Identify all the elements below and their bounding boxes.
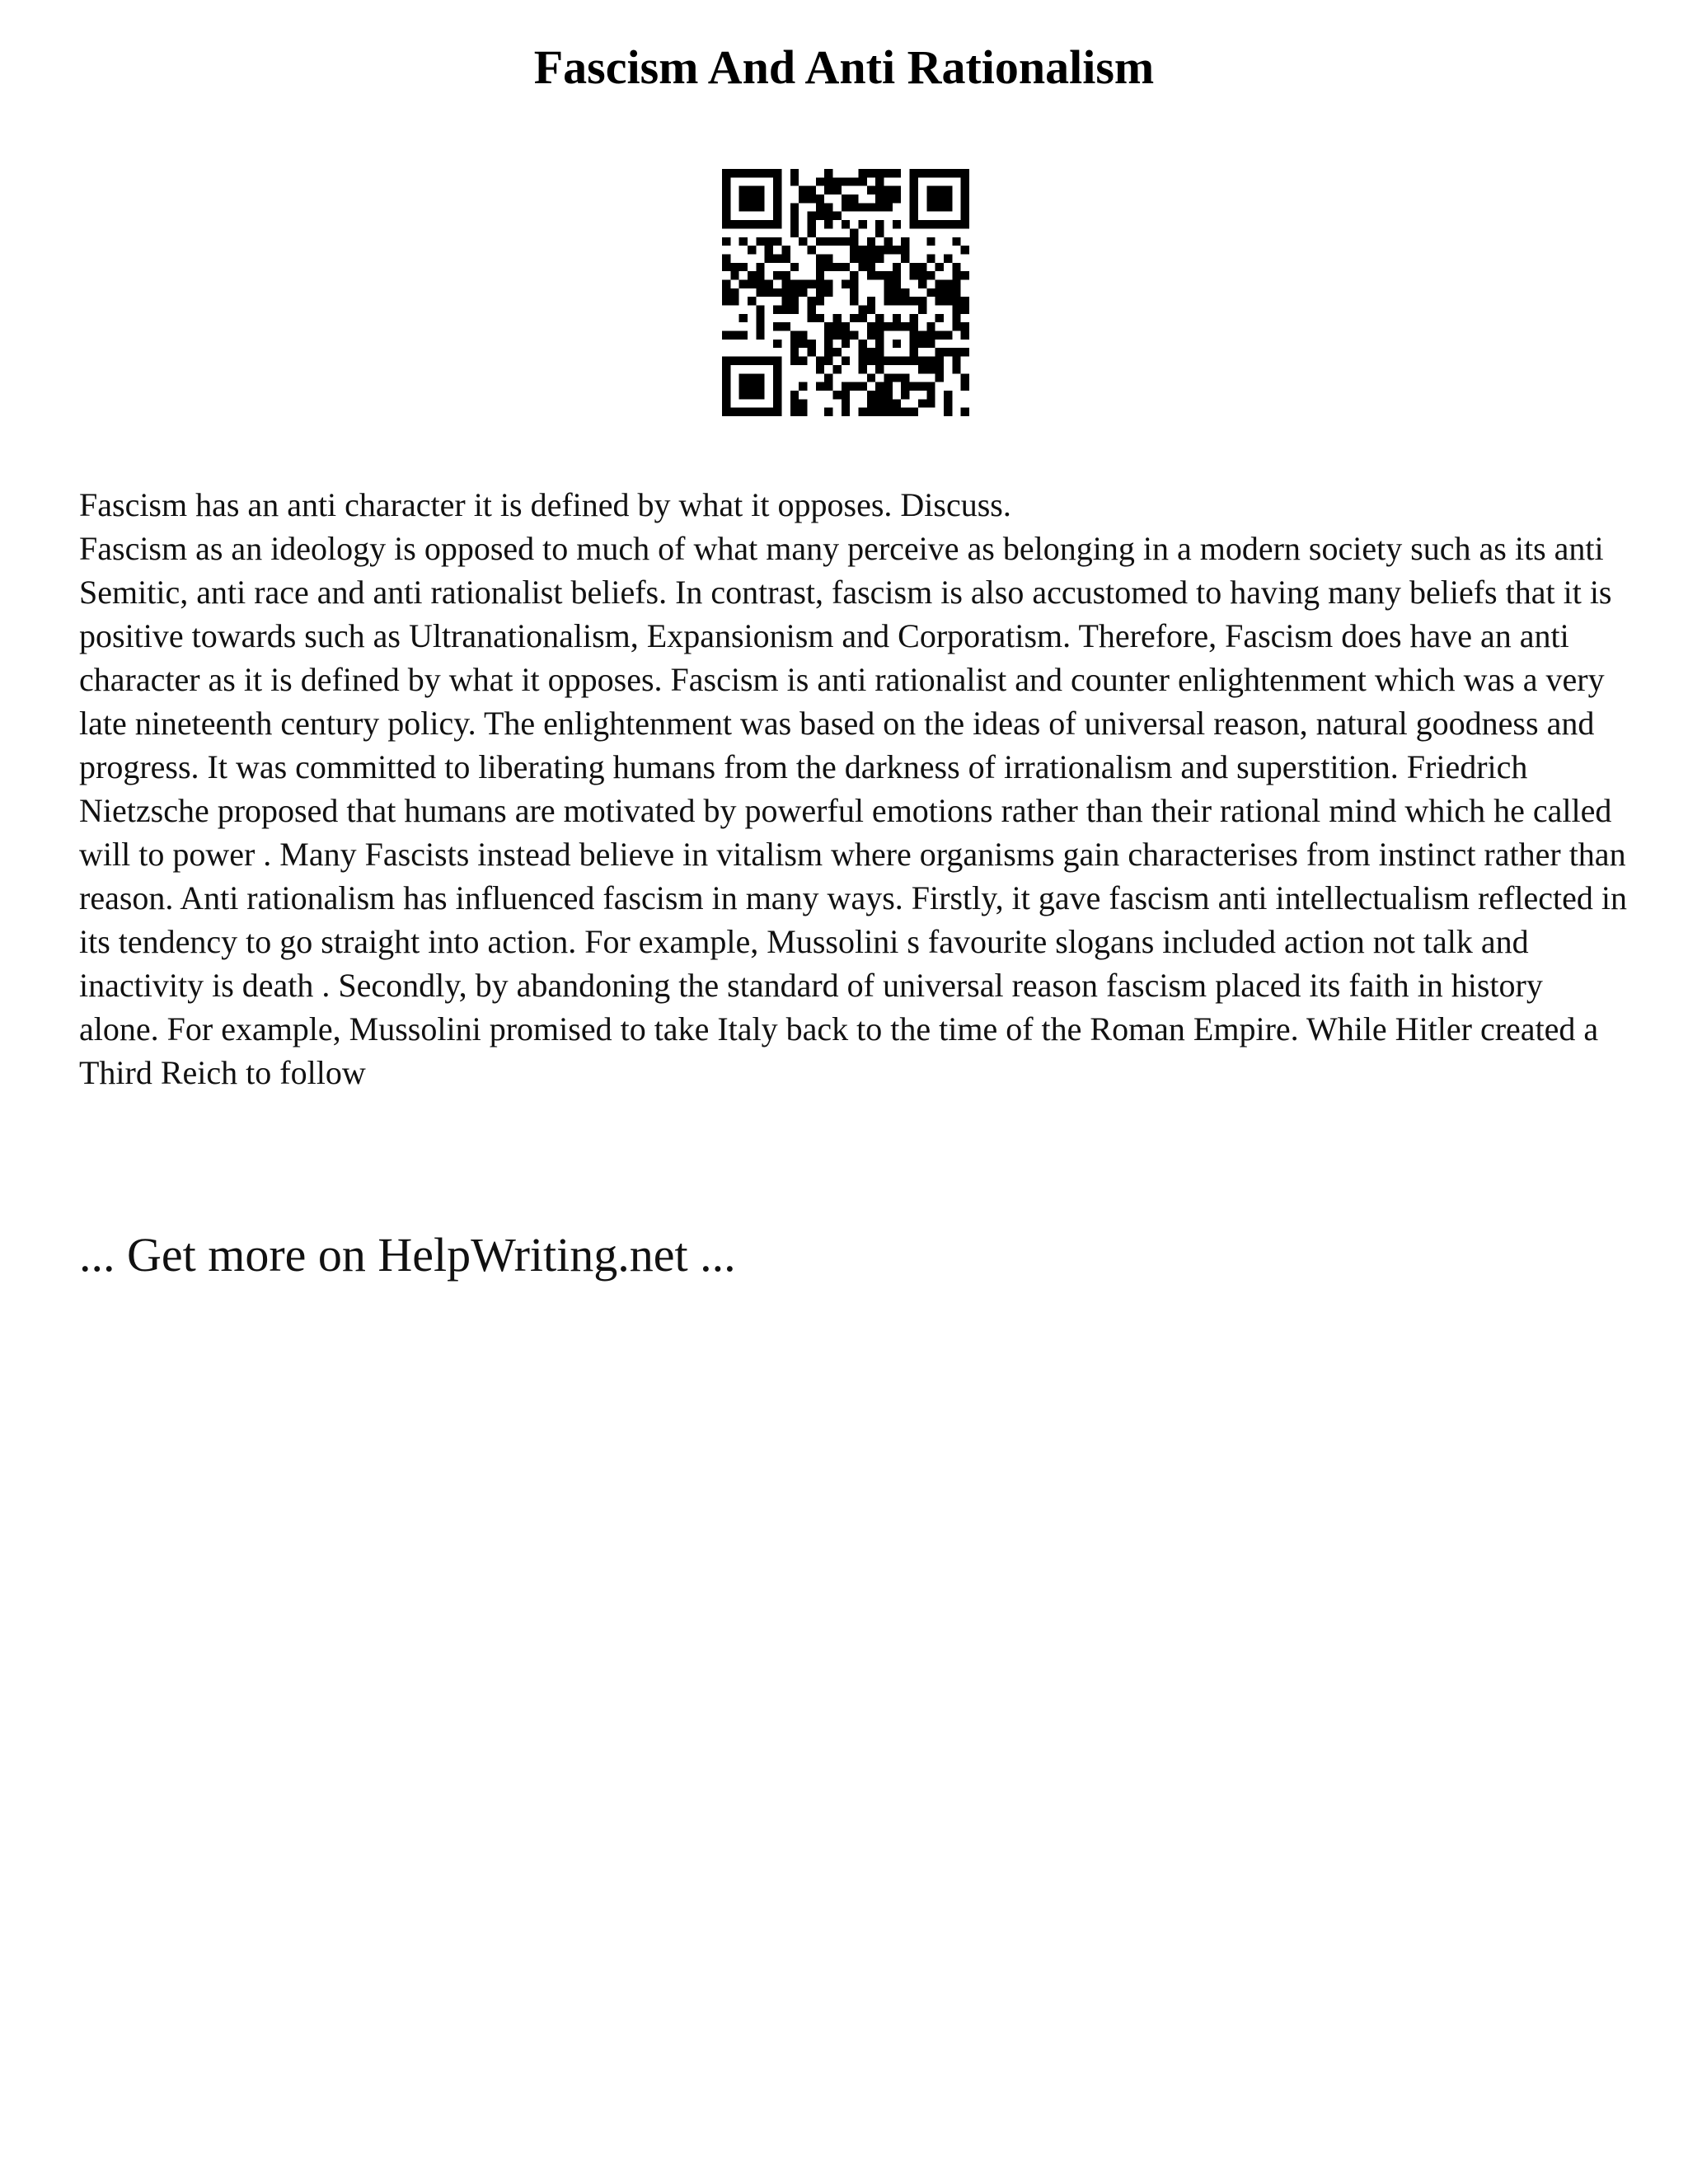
essay-excerpt xyxy=(79,483,1629,1094)
get-more-link[interactable]: ... Get more on HelpWriting.net ... xyxy=(79,1228,736,1282)
essay-prompt: Fascism has an anti character it is defined by what it opposes. Discuss. xyxy=(79,486,1011,523)
document-title: Fascism And Anti Rationalism xyxy=(533,40,1155,94)
qr-code-icon xyxy=(722,169,969,416)
essay-body: Fascism as an ideology is opposed to much of what many perceive as belonging in a modern society such as its anti Semitic, anti race and anti rationalist beliefs. In contrast, fascism is also accustomed to having many beliefs that it is positive towards such as Ultranationalism, Expansionism and Corporatism. Therefore, Fascism does have an anti character as it is defined by what it opposes. Fascism is anti rationalist and counter enlightenment which was a very late nineteenth century policy. The enlightenment was based on the ideas of universal reason, natural goodness and progress. It was committed to liberating humans from the darkness of irrationalism and superstition. Friedrich Nietzsche proposed that humans are motivated by powerful emotions rather than their rational mind which he called will to power . Many Fascists instead believe in vitalism where organisms gain characterises from instinct rather than reason. Anti rationalism has influenced fascism in many ways. Firstly, it gave fascism anti intellectualism reflected in its tendency to go straight into action. For example, Mussolini s favourite slogans included action not talk and inactivity is death . Secondly, by abandoning the standard of universal reason fascism placed its faith in history alone. For example, Mussolini promised to take Italy back to the time of the Roman Empire. While Hitler created a Third Reich to follow xyxy=(79,530,1628,1091)
